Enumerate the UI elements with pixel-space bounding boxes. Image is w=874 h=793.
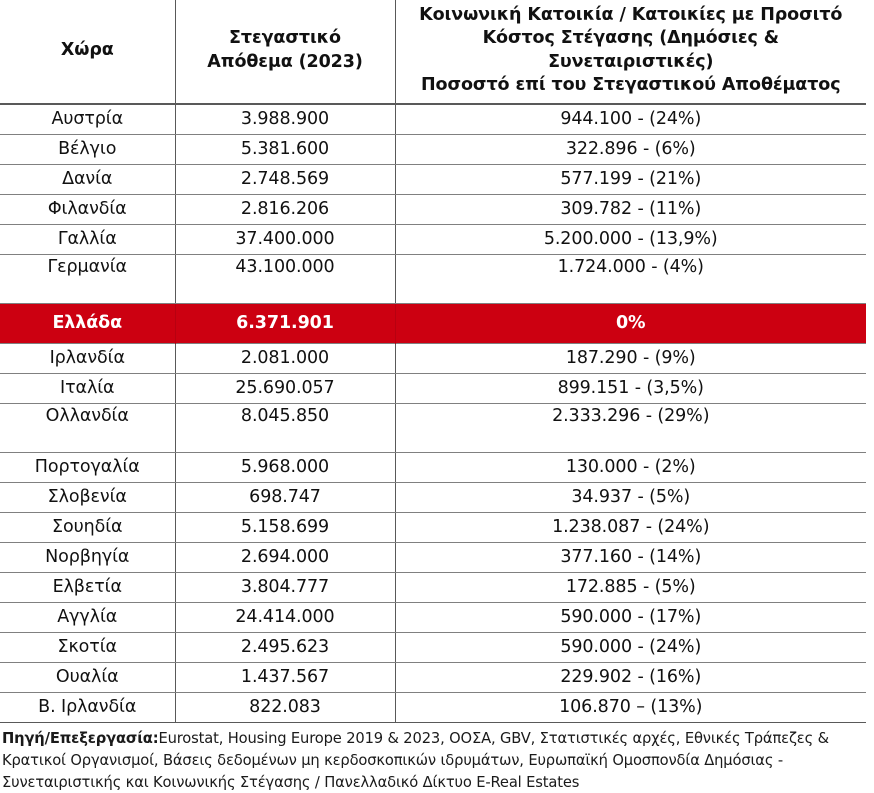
cell-housing-stock: 2.495.623 bbox=[175, 633, 395, 663]
cell-social-housing: 130.000 - (2%) bbox=[395, 453, 866, 483]
cell-housing-stock: 698.747 bbox=[175, 483, 395, 513]
cell-housing-stock: 3.804.777 bbox=[175, 573, 395, 603]
column-header-social-housing-line-1: Κοινωνική Κατοικία / Κατοικίες με Προσιτό bbox=[419, 5, 843, 25]
table-row bbox=[0, 344, 866, 374]
cell-country: Ιταλία bbox=[0, 374, 175, 404]
cell-housing-stock: 6.371.901 bbox=[175, 304, 395, 344]
table-row bbox=[0, 513, 866, 543]
cell-social-housing: 899.151 - (3,5%) bbox=[395, 374, 866, 404]
table-row bbox=[0, 374, 866, 404]
cell-country: Βέλγιο bbox=[0, 135, 175, 165]
cell-country: Σκοτία bbox=[0, 633, 175, 663]
header-row bbox=[0, 0, 866, 104]
column-header-social-housing-line-3: Ποσοστό επί του Στεγαστικού Αποθέματος bbox=[421, 74, 841, 95]
cell-social-housing: 229.902 - (16%) bbox=[395, 663, 866, 693]
table-row bbox=[0, 104, 866, 135]
table-row bbox=[0, 693, 866, 723]
cell-social-housing: 187.290 - (9%) bbox=[395, 344, 866, 374]
cell-country: Ολλανδία bbox=[0, 404, 175, 453]
cell-country: Σλοβενία bbox=[0, 483, 175, 513]
cell-social-housing: 106.870 – (13%) bbox=[395, 693, 866, 723]
cell-country: Αυστρία bbox=[0, 104, 175, 135]
table-header bbox=[0, 0, 866, 104]
cell-country: Πορτογαλία bbox=[0, 453, 175, 483]
column-header-housing-stock-line-1: Στεγαστικό bbox=[229, 28, 341, 49]
table-row bbox=[0, 543, 866, 573]
cell-social-housing: 0% bbox=[395, 304, 866, 344]
cell-country: Σουηδία bbox=[0, 513, 175, 543]
table-row bbox=[0, 225, 866, 255]
table-row bbox=[0, 404, 866, 453]
cell-social-housing: 577.199 - (21%) bbox=[395, 165, 866, 195]
table-row bbox=[0, 573, 866, 603]
cell-social-housing: 172.885 - (5%) bbox=[395, 573, 866, 603]
table-row bbox=[0, 255, 866, 304]
table-row bbox=[0, 135, 866, 165]
cell-social-housing: 1.724.000 - (4%) bbox=[395, 255, 866, 304]
source-note bbox=[0, 723, 874, 793]
cell-country: Β. Ιρλανδία bbox=[0, 693, 175, 723]
cell-country: Δανία bbox=[0, 165, 175, 195]
cell-housing-stock: 37.400.000 bbox=[175, 225, 395, 255]
cell-housing-stock: 3.988.900 bbox=[175, 104, 395, 135]
cell-country: Ελλάδα bbox=[0, 304, 175, 344]
cell-social-housing: 2.333.296 - (29%) bbox=[395, 404, 866, 453]
cell-social-housing: 944.100 - (24%) bbox=[395, 104, 866, 135]
table-row bbox=[0, 663, 866, 693]
table-row bbox=[0, 195, 866, 225]
cell-housing-stock: 2.694.000 bbox=[175, 543, 395, 573]
cell-housing-stock: 8.045.850 bbox=[175, 404, 395, 453]
table-row bbox=[0, 165, 866, 195]
cell-country: Ελβετία bbox=[0, 573, 175, 603]
column-header-social-housing-line-2: Κόστος Στέγασης (Δημόσιες & Συνεταιριστικές) bbox=[482, 28, 779, 72]
cell-social-housing: 309.782 - (11%) bbox=[395, 195, 866, 225]
cell-housing-stock: 5.968.000 bbox=[175, 453, 395, 483]
cell-housing-stock: 5.381.600 bbox=[175, 135, 395, 165]
source-note-text: Eurostat, Housing Europe 2019 & 2023, ΟΟΣΑ, GBV, Στατιστικές αρχές, Εθνικές Τράπεζες & Κρατικοί Οργανισμοί, Βάσεις δεδομένων μη κερδοσκοπικών ιδρυμάτων, Ευρωπαϊκή Ομοσπονδία Δημόσιας - Συνεταιριστικής και Κοινωνικής Στέγασης / Πανελλαδικό Δίκτυο E-Real Estates bbox=[2, 730, 829, 791]
cell-social-housing: 377.160 - (14%) bbox=[395, 543, 866, 573]
cell-housing-stock: 5.158.699 bbox=[175, 513, 395, 543]
cell-country: Ουαλία bbox=[0, 663, 175, 693]
cell-social-housing: 590.000 - (24%) bbox=[395, 633, 866, 663]
cell-country: Ιρλανδία bbox=[0, 344, 175, 374]
cell-social-housing: 5.200.000 - (13,9%) bbox=[395, 225, 866, 255]
cell-housing-stock: 822.083 bbox=[175, 693, 395, 723]
cell-country: Γερμανία bbox=[0, 255, 175, 304]
table-row bbox=[0, 304, 866, 344]
column-header-housing-stock bbox=[175, 0, 395, 104]
column-header-social-housing bbox=[395, 0, 866, 104]
table-row bbox=[0, 633, 866, 663]
cell-social-housing: 590.000 - (17%) bbox=[395, 603, 866, 633]
table-row bbox=[0, 453, 866, 483]
table-body bbox=[0, 104, 866, 723]
cell-country: Φιλανδία bbox=[0, 195, 175, 225]
cell-country: Αγγλία bbox=[0, 603, 175, 633]
table-row bbox=[0, 603, 866, 633]
column-header-housing-stock-line-2: Απόθεμα (2023) bbox=[207, 51, 363, 72]
cell-social-housing: 322.896 - (6%) bbox=[395, 135, 866, 165]
column-header-country-line-1: Χώρα bbox=[60, 39, 114, 60]
table-row bbox=[0, 483, 866, 513]
cell-housing-stock: 24.414.000 bbox=[175, 603, 395, 633]
cell-social-housing: 1.238.087 - (24%) bbox=[395, 513, 866, 543]
cell-country: Γαλλία bbox=[0, 225, 175, 255]
cell-housing-stock: 2.081.000 bbox=[175, 344, 395, 374]
cell-social-housing: 34.937 - (5%) bbox=[395, 483, 866, 513]
cell-housing-stock: 25.690.057 bbox=[175, 374, 395, 404]
source-note-label: Πηγή/Επεξεργασία: bbox=[2, 730, 159, 748]
cell-housing-stock: 1.437.567 bbox=[175, 663, 395, 693]
column-header-country bbox=[0, 0, 175, 104]
cell-housing-stock: 2.748.569 bbox=[175, 165, 395, 195]
cell-housing-stock: 2.816.206 bbox=[175, 195, 395, 225]
cell-housing-stock: 43.100.000 bbox=[175, 255, 395, 304]
cell-country: Νορβηγία bbox=[0, 543, 175, 573]
